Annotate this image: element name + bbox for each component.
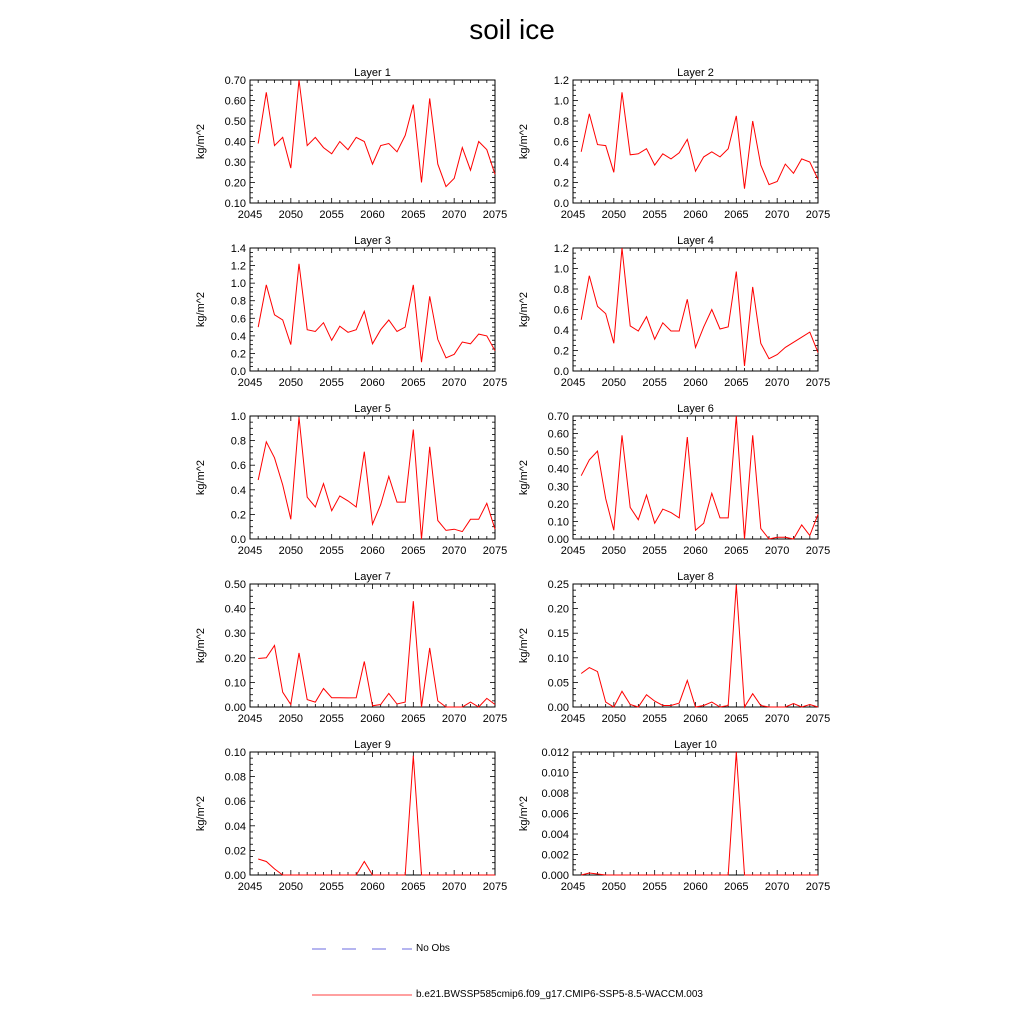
x-tick-label: 2045 [560,545,586,557]
x-tick-label: 2075 [805,713,831,725]
x-tick-label: 2065 [724,881,749,893]
y-tick-label: 0.2 [230,348,246,361]
panel-title: Layer 4 [677,235,714,247]
panel-4 [518,235,830,389]
y-tick-label: 0.10 [547,516,569,529]
x-tick-label: 2070 [764,881,790,893]
x-tick-label: 2050 [601,881,627,893]
x-tick-label: 2050 [278,377,304,389]
panel-title: Layer 9 [354,739,391,751]
x-tick-label: 2055 [319,881,344,893]
panel-3 [195,235,507,389]
x-tick-label: 2060 [360,881,385,893]
x-tick-label: 2075 [805,209,831,221]
plot-frame [573,752,818,875]
x-tick-label: 2060 [360,545,385,557]
x-tick-label: 2075 [482,881,508,893]
y-axis-label: kg/m^2 [518,795,530,832]
series-line [258,80,495,187]
plot-frame [250,248,495,371]
x-tick-label: 2050 [278,881,304,893]
x-tick-label: 2075 [805,377,831,389]
x-tick-label: 2055 [319,209,344,221]
y-tick-label: 1.2 [553,75,569,87]
series-line [581,752,818,875]
x-tick-label: 2070 [764,377,790,389]
series-line [581,416,818,539]
x-tick-label: 2060 [683,377,708,389]
plot-frame [573,80,818,203]
panel-7 [195,571,507,725]
y-tick-label: 0.50 [547,446,569,459]
x-tick-label: 2045 [560,881,586,893]
y-tick-label: 1.0 [553,95,569,108]
x-tick-label: 2045 [560,209,586,221]
panel-title: Layer 5 [354,403,391,415]
x-tick-label: 2070 [764,713,790,725]
y-tick-label: 0.06 [224,796,246,809]
x-tick-label: 2060 [360,209,385,221]
y-tick-label: 0.40 [224,136,246,149]
x-tick-label: 2070 [441,713,467,725]
y-tick-label: 0.6 [230,313,246,326]
x-tick-label: 2045 [560,377,586,389]
x-tick-label: 2065 [401,545,426,557]
x-tick-label: 2065 [724,209,749,221]
x-tick-label: 2065 [724,545,749,557]
y-axis-label: kg/m^2 [195,459,207,496]
y-tick-label: 0.012 [541,747,569,759]
y-tick-label: 0.8 [553,284,569,296]
x-tick-label: 2050 [601,545,627,557]
y-tick-label: 0.4 [553,157,569,169]
panel-8 [518,571,830,725]
y-tick-label: 0.6 [230,460,246,473]
x-tick-label: 2050 [278,713,304,725]
x-tick-label: 2070 [441,545,467,557]
plot-frame [250,752,495,875]
y-tick-label: 0.20 [547,498,569,511]
y-tick-label: 0.00 [224,702,246,714]
plot-frame [573,248,818,371]
x-tick-label: 2065 [401,881,426,893]
x-tick-label: 2055 [319,713,344,725]
panel-title: Layer 7 [354,571,391,583]
panel-5 [195,403,507,557]
y-tick-label: 0.10 [224,747,246,759]
y-tick-label: 1.0 [230,411,246,423]
y-tick-label: 0.010 [541,767,569,780]
x-tick-label: 2070 [764,209,790,221]
y-tick-label: 1.2 [230,260,246,273]
plot-frame [250,584,495,707]
y-axis-label: kg/m^2 [195,291,207,328]
y-tick-label: 0.30 [224,157,246,169]
series-line [258,417,495,539]
y-tick-label: 0.40 [547,463,569,476]
y-tick-label: 0.004 [541,829,569,841]
x-tick-label: 2060 [683,209,708,221]
y-tick-label: 1.0 [230,278,246,291]
x-tick-label: 2065 [401,209,426,221]
y-tick-label: 1.0 [553,263,569,276]
plot-frame [573,584,818,707]
panel-title: Layer 10 [674,739,717,751]
y-tick-label: 0.60 [224,95,246,108]
y-tick-label: 0.2 [230,509,246,522]
y-tick-label: 0.4 [230,330,246,343]
y-tick-label: 1.4 [230,243,246,255]
legend-obs-line [312,944,412,954]
y-tick-label: 0.4 [230,484,246,497]
y-tick-label: 0.00 [547,534,569,546]
x-tick-label: 2055 [319,545,344,557]
plot-frame [250,80,495,203]
y-tick-label: 0.10 [224,677,246,690]
x-tick-label: 2055 [642,209,667,221]
y-tick-label: 0.000 [541,870,569,882]
x-tick-label: 2070 [441,377,467,389]
x-tick-label: 2050 [601,209,627,221]
legend-model-label: b.e21.BWSSP585cmip6.f09_g17.CMIP6-SSP5-8.5-WACCM.003 [416,989,703,1000]
series-line [581,585,818,707]
y-tick-label: 0.30 [547,481,569,494]
y-axis-label: kg/m^2 [518,627,530,664]
x-tick-label: 2055 [642,713,667,725]
x-tick-label: 2070 [441,209,467,221]
y-tick-label: 0.2 [553,345,569,358]
x-tick-label: 2075 [482,209,508,221]
page-title: soil ice [469,14,555,45]
x-tick-label: 2075 [805,881,831,893]
y-tick-label: 0.0 [230,366,246,378]
series-line [258,756,495,875]
legend-obs-label: No Obs [416,943,450,954]
x-tick-label: 2060 [360,713,385,725]
series-line [581,248,818,366]
panel-title: Layer 6 [677,403,714,415]
x-tick-label: 2060 [683,545,708,557]
y-tick-label: 0.10 [547,652,569,665]
x-tick-label: 2045 [237,713,263,725]
y-tick-label: 0.0 [553,366,569,378]
panel-title: Layer 8 [677,571,714,583]
y-axis-label: kg/m^2 [518,123,530,160]
y-tick-label: 0.20 [224,177,246,190]
x-tick-label: 2055 [642,881,667,893]
y-tick-label: 0.08 [224,771,246,784]
y-tick-label: 0.006 [541,808,569,821]
y-tick-label: 0.20 [547,603,569,616]
x-tick-label: 2045 [237,377,263,389]
x-tick-label: 2055 [642,377,667,389]
x-tick-label: 2045 [237,209,263,221]
y-tick-label: 0.04 [224,820,246,833]
x-tick-label: 2075 [482,713,508,725]
x-tick-label: 2060 [360,377,385,389]
y-tick-label: 0.70 [547,411,569,423]
plot-frame [573,416,818,539]
x-tick-label: 2075 [482,545,508,557]
panel-2 [518,67,830,221]
y-tick-label: 0.008 [541,788,569,800]
panel-title: Layer 3 [354,235,391,247]
x-tick-label: 2050 [278,209,304,221]
y-tick-label: 0.6 [553,136,569,149]
y-tick-label: 0.002 [541,849,569,862]
y-tick-label: 0.50 [224,116,246,128]
y-tick-label: 0.0 [553,198,569,210]
x-tick-label: 2075 [482,377,508,389]
x-tick-label: 2065 [401,713,426,725]
x-tick-label: 2055 [642,545,667,557]
x-tick-label: 2060 [683,881,708,893]
y-tick-label: 0.0 [230,534,246,546]
panel-10 [518,739,830,893]
x-tick-label: 2075 [805,545,831,557]
x-tick-label: 2045 [560,713,586,725]
y-tick-label: 0.50 [224,579,246,591]
series-line [258,601,495,707]
y-tick-label: 0.05 [547,677,569,690]
x-tick-label: 2070 [441,881,467,893]
x-tick-label: 2050 [601,377,627,389]
y-axis-label: kg/m^2 [518,291,530,328]
y-tick-label: 0.00 [224,870,246,882]
x-tick-label: 2050 [278,545,304,557]
x-tick-label: 2055 [319,377,344,389]
y-axis-label: kg/m^2 [195,123,207,160]
y-axis-label: kg/m^2 [195,627,207,664]
y-tick-label: 0.60 [547,428,569,441]
panel-title: Layer 2 [677,67,714,79]
y-axis-label: kg/m^2 [195,795,207,832]
x-tick-label: 2060 [683,713,708,725]
y-tick-label: 1.2 [553,243,569,255]
panel-1 [195,67,507,221]
legend-model-line [312,990,412,1000]
x-tick-label: 2045 [237,881,263,893]
y-axis-label: kg/m^2 [518,459,530,496]
x-tick-label: 2070 [764,545,790,557]
y-tick-label: 0.20 [224,652,246,665]
y-tick-label: 0.25 [547,579,569,591]
y-tick-label: 0.15 [547,628,569,641]
y-tick-label: 0.02 [224,845,246,858]
x-tick-label: 2050 [601,713,627,725]
y-tick-label: 0.8 [553,116,569,128]
y-tick-label: 0.10 [224,198,246,210]
y-tick-label: 0.2 [553,177,569,190]
panel-title: Layer 1 [354,67,391,79]
y-tick-label: 0.40 [224,603,246,616]
series-line [258,264,495,362]
y-tick-label: 0.70 [224,75,246,87]
panel-6 [518,403,830,557]
x-tick-label: 2065 [401,377,426,389]
panel-9 [195,739,507,893]
series-line [581,92,818,188]
y-tick-label: 0.00 [547,702,569,714]
y-tick-label: 0.8 [230,295,246,308]
y-tick-label: 0.30 [224,628,246,641]
y-tick-label: 0.4 [553,325,569,337]
x-tick-label: 2065 [724,713,749,725]
y-tick-label: 0.8 [230,435,246,448]
x-tick-label: 2065 [724,377,749,389]
y-tick-label: 0.6 [553,304,569,317]
x-tick-label: 2045 [237,545,263,557]
